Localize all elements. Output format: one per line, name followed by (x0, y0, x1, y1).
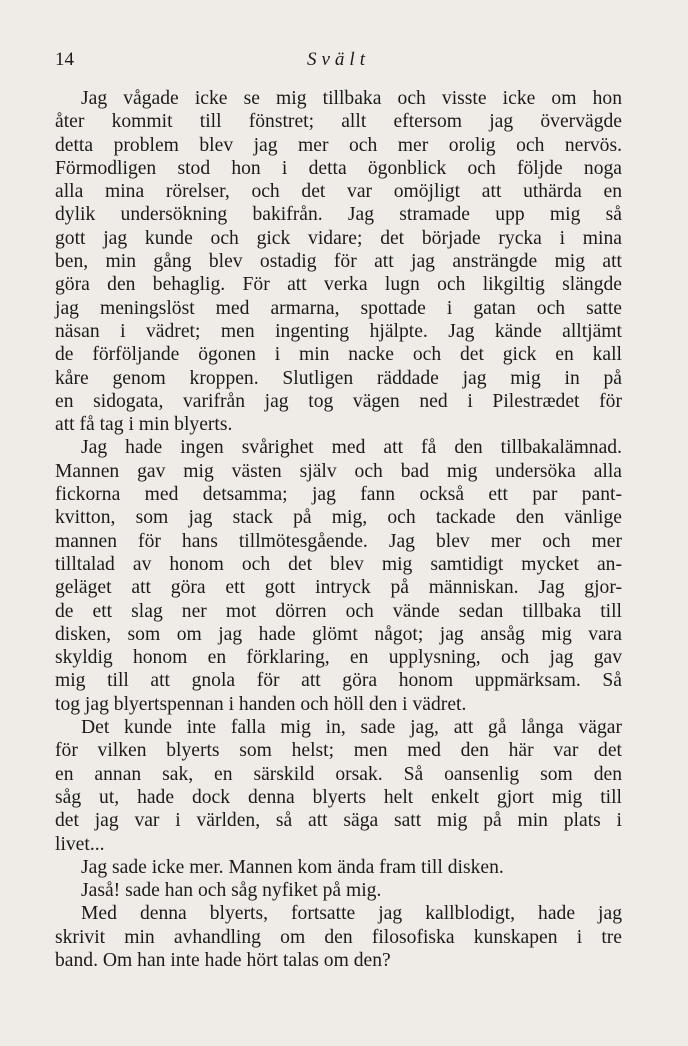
text-line: såg ut, hade dock denna blyerts helt enkelt gjort mig till (55, 786, 622, 808)
text-line: Mannen gav mig västen själv och bad mig undersöka alla (55, 460, 622, 482)
text-line: skrivit min avhandling om den filosofiska kunskapen i tre (55, 926, 622, 948)
text-line: kåre genom kroppen. Slutligen räddade jag mig in på (55, 367, 622, 389)
text-line: näsan i vädret; men ingenting hjälpte. Jag kände alltjämt (55, 320, 622, 342)
text-line: ben, min gång blev ostadig för att jag ansträngde mig att (55, 251, 622, 273)
text-line: Jag sade icke mer. Mannen kom ända fram till disken. (81, 856, 504, 878)
text-line: tog jag blyertspennan i handen och höll den i vädret. (55, 693, 467, 715)
text-line: livet... (55, 833, 105, 855)
body-text (55, 87, 622, 972)
running-title: Svält (307, 49, 370, 70)
text-line: Jag vågade icke se mig tillbaka och visste icke om hon (81, 88, 622, 109)
paragraph (55, 902, 622, 972)
text-line: Det kunde inte falla mig in, sade jag, att gå långa vägar (81, 717, 622, 739)
paragraph (55, 879, 622, 902)
text-line: dylik undersökning bakifrån. Jag stramade upp mig så (55, 204, 622, 226)
text-line: alla mina rörelser, och det var omöjligt att uthärda en (55, 181, 622, 203)
text-line: Jaså! sade han och såg nyfiket på mig. (81, 880, 382, 902)
text-line: mig till att gnola för att göra honom uppmärksam. Så (55, 670, 622, 692)
text-line: de förföljande ögonen i min nacke och det gick en kall (55, 344, 622, 366)
text-line: de ett slag ner mot dörren och vände sedan tillbaka till (55, 600, 622, 622)
text-line: band. Om han inte hade hört talas om den? (55, 949, 391, 971)
text-line: att få tag i min blyerts. (55, 414, 233, 436)
paragraph (55, 856, 622, 879)
paragraph (55, 87, 622, 436)
paragraph (55, 436, 622, 716)
text-line: Förmodligen stod hon i detta ögonblick och följde noga (55, 157, 622, 179)
text-line: åter kommit till fönstret; allt eftersom jag övervägde (55, 111, 622, 133)
text-line: göra den behaglig. För att verka lugn och likgiltig slängde (55, 274, 622, 296)
text-line: Jag hade ingen svårighet med att få den tillbakalämnad. (81, 437, 622, 459)
text-line: disken, som om jag hade glömt något; jag ansåg mig vara (55, 623, 622, 645)
page-header (55, 49, 622, 75)
text-line: tilltalad av honom och det blev mig samtidigt mycket an- (55, 553, 622, 575)
text-line: Med denna blyerts, fortsatte jag kallblodigt, hade jag (81, 903, 622, 925)
text-line: en annan sak, en särskild orsak. Så oansenlig som den (55, 763, 622, 785)
text-line: geläget att göra ett gott intryck på människan. Jag gjor- (55, 577, 622, 599)
text-line: för vilken blyerts som helst; men med den här var det (55, 740, 622, 762)
paragraph (55, 716, 622, 856)
text-line: mannen för hans tillmötesgående. Jag blev mer och mer (55, 530, 622, 552)
text-line: fickorna med detsamma; jag fann också ett par pant- (55, 484, 622, 506)
text-line: detta problem blev jag mer och mer orolig och nervös. (55, 134, 622, 156)
text-line: kvitton, som jag stack på mig, och tackade den vänlige (55, 507, 622, 529)
text-line: gott jag kunde och gick vidare; det började rycka i mina (55, 227, 622, 249)
text-line: det jag var i världen, så att säga satt mig på min plats i (55, 810, 622, 832)
page-number: 14 (55, 49, 74, 70)
text-line: skyldig honom en förklaring, en upplysning, och jag gav (55, 647, 622, 669)
text-line: en sidogata, varifrån jag tog vägen ned i Pilestrædet för (55, 390, 622, 412)
text-line: jag meningslöst med armarna, spottade i gatan och satte (55, 297, 622, 319)
